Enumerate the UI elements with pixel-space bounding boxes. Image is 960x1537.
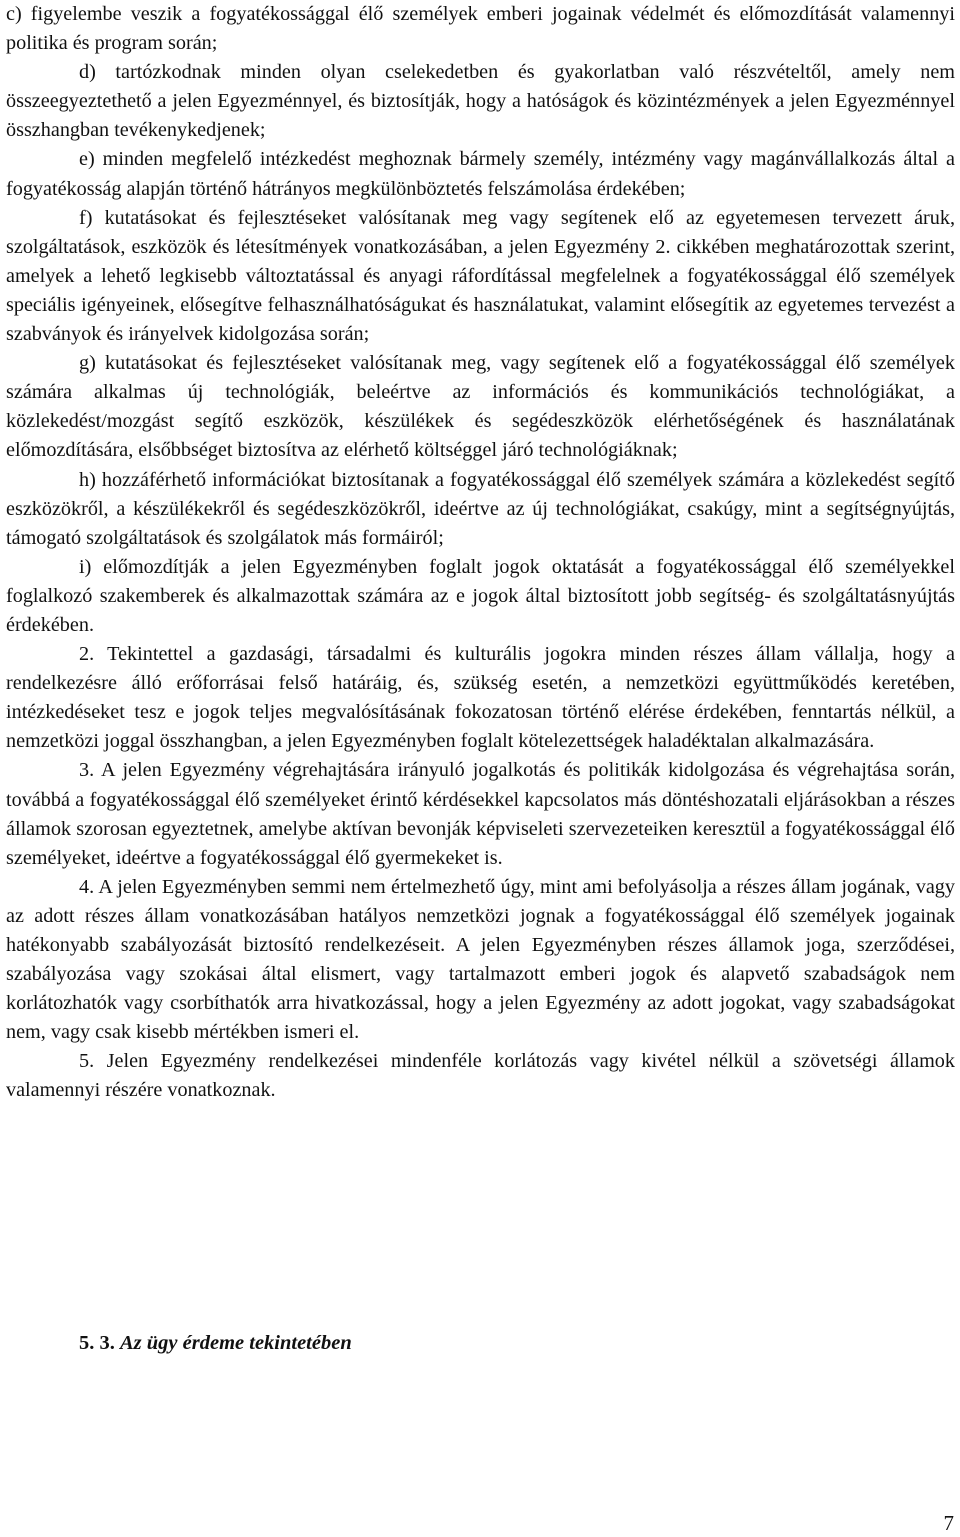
paragraph-3: 3. A jelen Egyezmény végrehajtására irányuló jogalkotás és politikák kidolgozása és végrehajtása során, továbbá a fogyatékossággal élő személyeket érintő kérdésekkel kapcsolatos más döntéshozatali eljárásokban a részes államok szorosan egyeztetnek, amelybe aktívan bevonják képviseleti szervezeteiken keresztül a fogyatékossággal élő személyeket, ideértve a fogyatékossággal élő gyermekeket is. (6, 759, 955, 869)
paragraph-4: 4. A jelen Egyezményben semmi nem értelmezhető úgy, mint ami befolyásolja a részes állam jogának, vagy az adott részes állam vonatkozásában hatályos nemzetközi jognak a fogyatékossággal élő személyek jogainak hatékonyabb szabályozását biztosító rendelkezéseit. A jelen Egyezményben részes államok joga, szerződései, szabályozása vagy szokásai által elismert, vagy tartalmazott emberi jogok és alapvető szabadságok nem korlátozhatók vagy csorbíthatók arra hivatkozással, hogy a jelen Egyezmény az adott jogokat, vagy szabadságokat nem, vagy csak kisebb mértékben ismeri el. (6, 875, 955, 1044)
paragraph-f: f) kutatásokat és fejlesztéseket valósítanak meg vagy segítenek elő az egyetemesen tervezett áruk, szolgáltatások, eszközök és létesítmények vonatkozásában, a jelen Egyezmény 2. cikkében meghatározottak szerint, amelyek a lehető legkisebb változtatással és anyagi ráfordítással megfelelnek a fogyatékossággal élő személyek speciális igényeinek, elősegítve felhasználhatóságukat és használatukat, valamint elősegítik az egyetemes tervezést a szabványok és irányelvek kidolgozása során; (6, 206, 955, 346)
page-number: 7 (943, 1511, 954, 1535)
paragraph-h: h) hozzáférhető információkat biztosítanak a fogyatékossággal élő személyek számára a közlekedést segítő eszközökről, a készülékekről és segédeszközökről, ideértve az új technológiákat, csakúgy, mint a segítségnyújtás, támogató szolgáltatások és szolgálatok más formáiról; (6, 468, 955, 549)
paragraph-2: 2. Tekintettel a gazdasági, társadalmi és kulturális jogokra minden részes állam vállalja, hogy a rendelkezésre álló erőforrásai felső határáig, és, szükség esetén, a nemzetközi együttműködés keretében, intézkedéseket tesz e jogok teljes megvalósításának fokozatosan történő elérése érdekében, fenntartás nélkül, a nemzetközi joggal összhangban, a jelen Egyezményben foglalt kötelezettségek haladéktalan alkalmazására. (6, 643, 955, 753)
section-heading-number: 5. 3. (79, 1332, 115, 1354)
section-heading (79, 1328, 352, 1358)
paragraph-g: g) kutatásokat és fejlesztéseket valósítanak meg, vagy segítenek elő a fogyatékossággal élő személyek számára alkalmas új technológiák, beleértve az információs és kommunikációs technológiákat, a közlekedést/mozgást segítő eszközök, készülékek és segédeszközök elérhetőségének és használatának előmozdítására, elsőbbséget biztosítva az elérhető költséggel járó technológiáknak; (6, 352, 955, 462)
paragraph-c: c) figyelembe veszik a fogyatékossággal élő személyek emberi jogainak védelmét és előmozdítását valamennyi politika és program során; (6, 3, 955, 55)
paragraph-e: e) minden megfelelő intézkedést meghoznak bármely személy, intézmény vagy magánvállalkozás által a fogyatékosság alapján történő hátrányos megkülönböztetés felszámolása érdekében; (6, 148, 955, 200)
paragraph-5: 5. Jelen Egyezmény rendelkezései mindenféle korlátozás vagy kivétel nélkül a szövetségi államok valamennyi részére vonatkoznak. (6, 1050, 955, 1102)
paragraph-d: d) tartózkodnak minden olyan cselekedetben és gyakorlatban való részvételtől, amely nem összeegyeztethető a jelen Egyezménnyel, és biztosítják, hogy a hatóságok és közintézmények a jelen Egyezménnyel összhangban tevékenykedjenek; (6, 61, 955, 142)
section-heading-title: Az ügy érdeme tekintetében (120, 1332, 352, 1354)
document-page (6, 0, 955, 1106)
paragraph-i: i) előmozdítják a jelen Egyezményben foglalt jogok oktatását a fogyatékossággal élő személyekkel foglalkozó szakemberek és alkalmazottak számára az e jogok által biztosított jobb segítség- és szolgáltatásnyújtás érdekében. (6, 555, 955, 636)
